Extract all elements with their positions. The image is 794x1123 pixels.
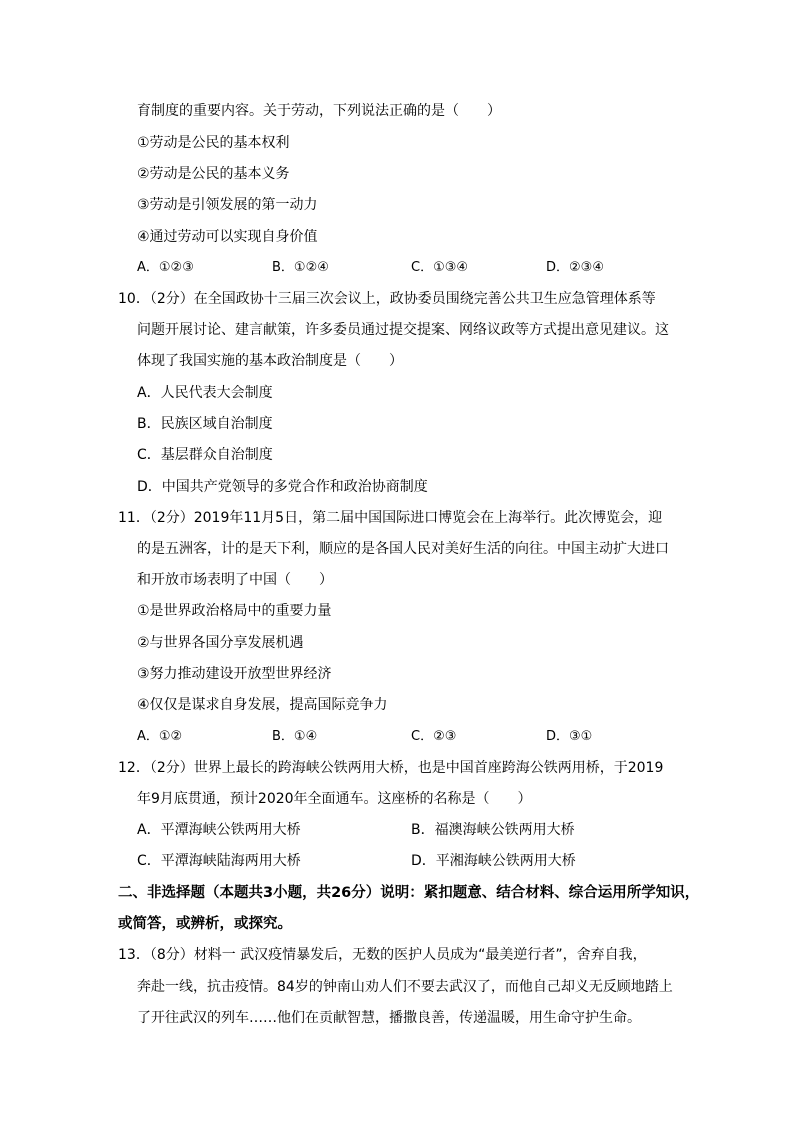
q9-statement-4: ④通过劳动可以实现自身价值	[137, 229, 318, 245]
section-2-heading-line-1: 二、非选择题（本题共3小题，共26分）说明：紧扣题意、结合材料、综合运用所学知识，	[118, 885, 700, 901]
q11-statement-2: ②与世界各国分享发展机遇	[137, 635, 304, 651]
q9-statement-3: ③劳动是引领发展的第一动力	[137, 197, 318, 213]
q13-stem-line-3: 了开往武汉的列车……他们在贡献智慧，播撒良善，传递温暖，用生命守护生命。	[137, 1010, 641, 1026]
q10-option-b: B．民族区域自治制度	[137, 416, 273, 432]
q12-option-c: C．平潭海峡陆海两用大桥	[137, 853, 301, 869]
q13-stem-line-2: 奔赴一线，抗击疫情。84岁的钟南山劝人们不要去武汉了，而他自己却义无反顾地踏上	[137, 979, 673, 995]
q10-option-a: A．人民代表大会制度	[137, 385, 273, 401]
q11-option-c: C．②③	[411, 729, 457, 744]
q12-stem-line-1: 12．（2分）世界上最长的跨海峡公铁两用大桥，也是中国首座跨海公铁两用桥，于2019	[118, 760, 664, 776]
q12-stem-line-2: 年9月底贯通，预计2020年全面通车。这座桥的名称是（ ）	[137, 791, 532, 807]
q11-statement-3: ③努力推动建设开放型世界经济	[137, 666, 332, 682]
q12-option-a: A．平潭海峡公铁两用大桥	[137, 822, 301, 838]
q9-stem-continuation: 育制度的重要内容。关于劳动，下列说法正确的是（ ）	[137, 103, 501, 119]
q11-statement-1: ①是世界政治格局中的重要力量	[137, 603, 332, 619]
q10-stem-line-3: 体现了我国实施的基本政治制度是（ ）	[137, 353, 403, 369]
q12-option-b: B．福澳海峡公铁两用大桥	[411, 822, 575, 838]
q9-option-a: A．①②③	[137, 260, 194, 275]
q10-option-c: C．基层群众自治制度	[137, 447, 273, 463]
q10-stem-line-1: 10．（2分）在全国政协十三届三次会议上，政协委员围绕完善公共卫生应急管理体系等	[118, 291, 656, 307]
q10-stem-line-2: 问题开展讨论、建言献策，许多委员通过提交提案、网络议政等方式提出意见建议。这	[137, 322, 669, 338]
q12-option-d: D．平湘海峡公铁两用大桥	[411, 853, 576, 869]
q11-stem-line-3: 和开放市场表明了中国（ ）	[137, 572, 333, 588]
q11-option-b: B．①④	[272, 729, 318, 744]
q9-statement-2: ②劳动是公民的基本义务	[137, 166, 290, 182]
q11-option-d: D．③①	[546, 729, 593, 744]
q9-option-d: D．②③④	[546, 260, 604, 275]
q13-stem-line-1: 13．（8分）材料一 武汉疫情暴发后，无数的医护人员成为“最美逆行者”，舍弃自我，	[118, 947, 647, 963]
q9-option-b: B．①②④	[272, 260, 329, 275]
q9-option-c: C．①③④	[411, 260, 469, 275]
q11-statement-4: ④仅仅是谋求自身发展，提高国际竞争力	[137, 697, 388, 713]
q11-option-a: A．①②	[137, 729, 183, 744]
section-2-heading-line-2: 或简答，或辨析，或探究。	[118, 916, 292, 932]
q11-stem-line-2: 的是五洲客，计的是天下利，顺应的是各国人民对美好生活的向往。中国主动扩大进口	[137, 541, 669, 557]
q10-option-d: D．中国共产党领导的多党合作和政治协商制度	[137, 479, 428, 495]
q11-stem-line-1: 11．（2分）2019年11月5日，第二届中国国际进口博览会在上海举行。此次博览会，迎	[118, 510, 663, 526]
q9-statement-1: ①劳动是公民的基本权利	[137, 135, 290, 151]
